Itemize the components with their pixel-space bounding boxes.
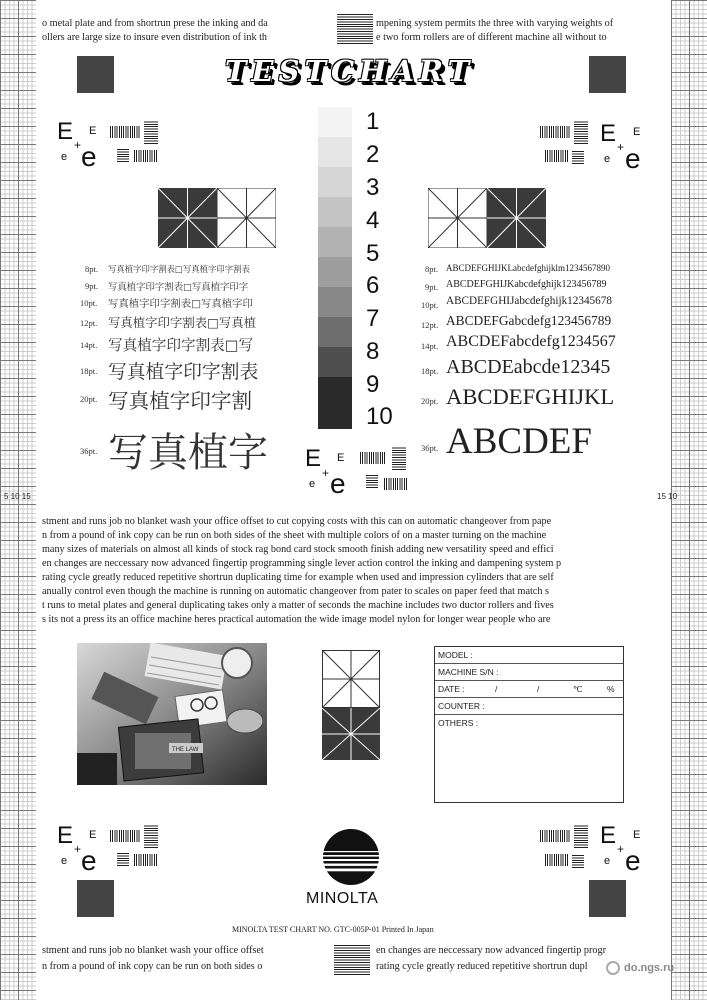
watermark-icon <box>606 961 620 975</box>
top-text-line2-right: e two form rollers are of different machine all without to <box>376 32 607 43</box>
body-text-line: n from a pound of ink copy can be run on both sides of the sheet with multiple colors of on a master turning on the machine <box>42 530 547 541</box>
form-date[interactable]: DATE : / / ℃ % <box>435 681 623 698</box>
corner-square-top-left <box>77 56 114 93</box>
en-size-14: 14pt. <box>421 341 439 351</box>
watermark: do.ngs.ru <box>604 958 670 982</box>
gray-step-7: 7 <box>366 305 380 332</box>
jp-sample-8: 写真植字印字割表□写真植字印字割表 <box>108 264 250 274</box>
jp-size-12: 12pt. <box>80 318 98 328</box>
en-sample-36: ABCDEF <box>446 421 592 462</box>
jp-sample-10: 写真植字印字割表□写真植字印 <box>108 298 253 310</box>
top-text-line1-right: mpening system permits the three with varying weights of <box>376 18 614 29</box>
jp-size-36: 36pt. <box>80 446 98 456</box>
sector-target-center-top <box>322 650 380 708</box>
corner-square-bottom-left <box>77 880 114 917</box>
corner-square-top-right <box>589 56 626 93</box>
en-size-10: 10pt. <box>421 300 439 310</box>
gray-step-3: 3 <box>366 174 380 201</box>
sector-target-top-right <box>428 188 546 248</box>
bottom-text-line2-right: rating cycle greatly reduced repetitive shortrun dupl <box>376 961 588 972</box>
en-size-20: 20pt. <box>421 396 439 406</box>
gray-step-8: 8 <box>366 338 380 365</box>
gray-step-9: 9 <box>366 371 380 398</box>
jp-sample-9: 写真植字印字割表□写真植字印字 <box>108 282 249 293</box>
body-text-line: t runs to metal plates and general duplicating takes only a matter of seconds the machine includes two ductor rollers and fives <box>42 600 554 611</box>
bottom-center-register-bars <box>334 945 370 975</box>
jp-size-14: 14pt. <box>80 340 98 350</box>
jp-sample-18: 写真植字印字割表 <box>108 362 259 383</box>
jp-sample-12: 写真植字印字割表□写真植 <box>108 315 257 330</box>
jp-size-9: 9pt. <box>85 281 98 291</box>
body-text-line: rating cycle greatly reduced repetitive shortrun duplicating time for example when used and impression cylinders that are self <box>42 572 554 583</box>
top-text-line2-left: ollers are large size to insure even distribution of ink th <box>42 32 268 43</box>
jp-size-18: 18pt. <box>80 366 98 376</box>
gray-step-10: 10 <box>366 403 393 430</box>
en-sample-20: ABCDEFGHIJKL <box>446 384 615 409</box>
en-size-36: 36pt. <box>421 443 439 453</box>
form-model[interactable]: MODEL : <box>435 647 623 664</box>
en-size-8: 8pt. <box>425 264 438 274</box>
bottom-text-line1-right: en changes are neccessary now advanced fingertip progr <box>376 945 606 956</box>
gray-step-2: 2 <box>366 141 380 168</box>
minolta-logo-icon <box>322 828 380 886</box>
jp-sample-20: 写真植字印字割 <box>108 389 253 413</box>
form-others[interactable]: OTHERS : <box>438 718 479 728</box>
jp-size-20: 20pt. <box>80 394 98 404</box>
body-text-line: s its not a press its an office machine heres practical automation the wide image model nylon for longer wear people who are <box>42 614 551 625</box>
en-size-9: 9pt. <box>425 282 438 292</box>
en-size-12: 12pt. <box>421 320 439 330</box>
sample-photo <box>77 643 267 785</box>
bottom-text-line2-left: n from a pound of ink copy can be run on both sides o <box>42 961 263 972</box>
jp-sample-14: 写真植字印字割表□写 <box>108 337 254 354</box>
en-sample-18: ABCDEabcde12345 <box>446 356 611 378</box>
form-counter[interactable]: COUNTER : <box>435 698 623 715</box>
body-text-line: many sizes of materials on almost all kinds of stock rag bond card stock smooth finish adding new versatility speed and effici <box>42 544 554 555</box>
en-sample-12: ABCDEFGabcdefg123456789 <box>446 313 612 328</box>
body-text-line: anually control even though the machine is running on automatic changeover from pater to scales on paper feed that match s <box>42 586 549 597</box>
en-sample-8: ABCDEFGHIJKLabcdefghijklm1234567890 <box>446 263 610 273</box>
form-machine-sn[interactable]: MACHINE S/N : <box>435 664 623 681</box>
jp-size-8: 8pt. <box>85 264 98 274</box>
sector-target-top-left <box>158 188 276 248</box>
bottom-text-line1-left: stment and runs job no blanket wash your office offset <box>42 945 264 956</box>
corner-square-bottom-right <box>589 880 626 917</box>
top-text-line1-left: o metal plate and from shortrun prese the inking and da <box>42 18 268 29</box>
top-center-register-bars <box>337 14 373 44</box>
gray-step-5: 5 <box>366 240 380 267</box>
info-form <box>434 646 624 803</box>
minolta-wordmark: MINOLTA <box>306 890 379 907</box>
photo-book-label: THE LAW <box>172 747 199 753</box>
en-sample-10: ABCDEFGHIJabcdefghijk12345678 <box>446 295 612 307</box>
page-title: TESTCHART <box>224 54 475 88</box>
side-tick-left: 5 10 15 <box>4 492 31 501</box>
body-text-line: stment and runs job no blanket wash your office offset to cut copying costs with this can on automatic changeover from pape <box>42 516 552 527</box>
jp-size-10: 10pt. <box>80 298 98 308</box>
gray-step-4: 4 <box>366 207 380 234</box>
sector-target-center-middle <box>322 708 380 760</box>
body-text-line: en changes are neccessary now advanced fingertip programming single lever action control the inking and dampening system p <box>42 558 562 569</box>
side-tick-right: 15 10 <box>657 492 678 501</box>
gray-step-1: 1 <box>366 108 380 135</box>
jp-sample-36: 写真植字 <box>108 430 268 476</box>
gray-step-6: 6 <box>366 272 380 299</box>
footer-caption: MINOLTA TEST CHART NO. GTC-005P-01 Printed In Japan <box>232 925 434 934</box>
en-sample-9: ABCDEFGHIJKabcdefghijk123456789 <box>446 279 607 290</box>
en-size-18: 18pt. <box>421 366 439 376</box>
en-sample-14: ABCDEFabcdefg1234567 <box>446 333 616 350</box>
